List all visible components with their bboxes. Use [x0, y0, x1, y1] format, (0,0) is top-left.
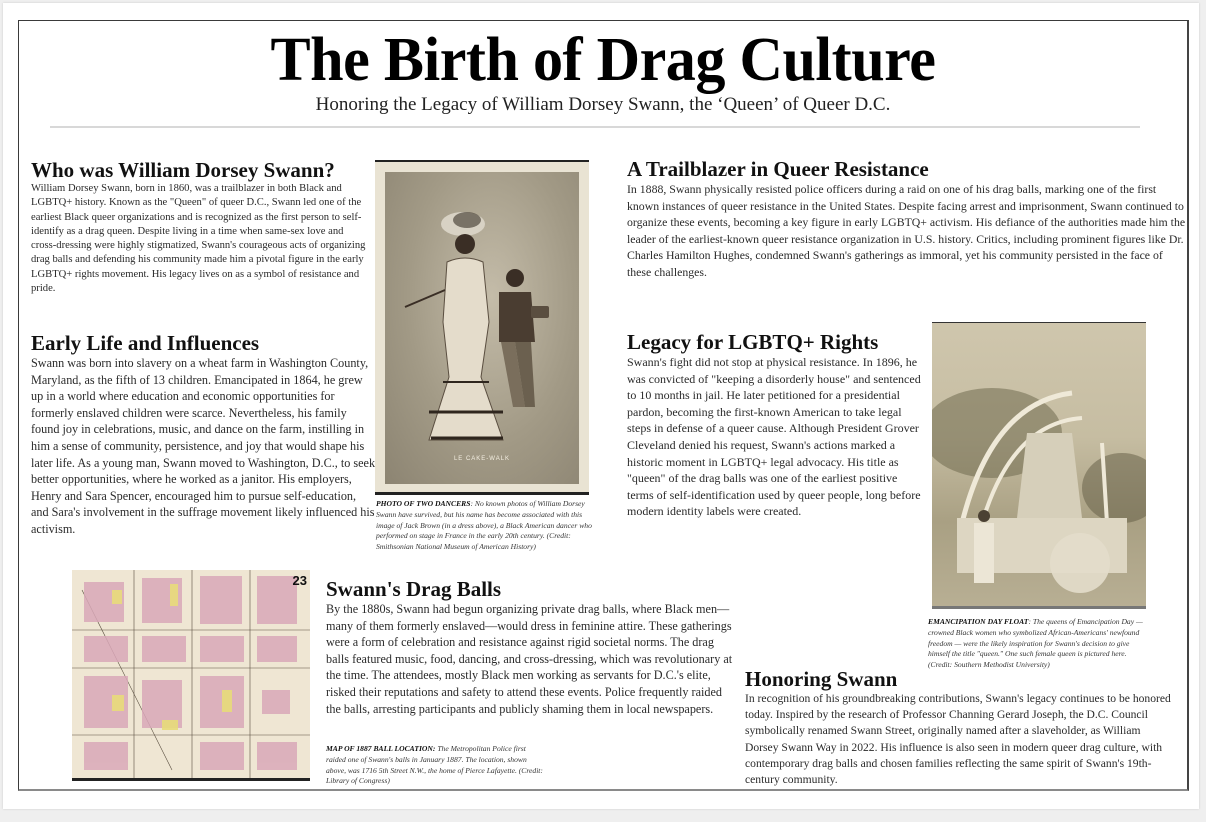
queen-figure: [974, 523, 994, 583]
title-divider: [50, 126, 1140, 128]
section-legacy: [627, 331, 927, 520]
section-early-life: [31, 332, 376, 538]
building-blocks: [84, 576, 297, 770]
section-heading: Who was William Dorsey Swann?: [31, 158, 335, 182]
map-sheet-number: 23: [292, 573, 307, 588]
woman-head: [455, 234, 475, 254]
section-body: In 1888, Swann physically resisted police officers during a raid on one of his drag balls, marking one of the first known instances of queer resistance in the United States. Despite facing arrest and imprisonment, Swann continued to organize these events, becoming a key figure in early LGBTQ+ activism. His defiance of the authorities made him the leader of the earliest-known queer resistance organization in U.S. history. Critics, including prominent figures like Dr. Charles Hamilton Hughes, condemned Swann's gatherings as immoral, yet his community persisted in the face of these challenges.: [627, 182, 1186, 279]
print-caption: LE CAKE-WALK: [453, 456, 511, 462]
caption-emancipation-float: [928, 617, 1150, 671]
map-1887-ball-location: [72, 570, 310, 781]
section-body: Swann was born into slavery on a wheat farm in Washington County, Maryland, as the fifth of 13 children. Emancipated in 1864, he grew up in a world where education and economic opportunities for formerly enslaved children were scarce. Nevertheless, his family found joy in celebrations, music, and dance on the farm, instilling in him a sense of community, persistence, and joy that would shape his later life. As a young man, Swann moved to Washington, D.C., to seek better opportunities, where he worked as a janitor. His employers, Henry and Sara Spencer, encouraged him to pursue self-education, and Sara's involvement in the suffrage movement likely influenced his activism.: [31, 356, 376, 536]
photo-dancers-print: [385, 172, 579, 484]
top-hat: [531, 306, 549, 318]
section-who-was-swann: [31, 159, 369, 296]
poster-title: The Birth of Drag Culture: [270, 26, 936, 94]
caption-label: PHOTO OF TWO DANCERS: [376, 499, 471, 508]
section-drag-balls: [326, 578, 736, 717]
photo-shadow: [932, 606, 1146, 609]
caption-text: : The queens of Emancipation Day — crowned Black women who symbolized African-Americans' newfound freedom — were the likely inspiration for Swann's decision to give himself the title "queen." One such female queen is pictured here. (Credit: Southern Methodist University): [928, 617, 1143, 670]
caption-label: MAP OF 1887 BALL LOCATION:: [326, 744, 436, 753]
poster-subtitle: Honoring the Legacy of William Dorsey Swann, the ‘Queen’ of Queer D.C.: [315, 94, 891, 115]
man-head: [506, 269, 524, 287]
caption-map: [326, 744, 546, 787]
section-trailblazer: [627, 158, 1187, 281]
section-heading: A Trailblazer in Queer Resistance: [627, 157, 929, 181]
photo-two-dancers: [375, 160, 589, 495]
caption-text: : No known photos of William Dorsey Swann have survived, but his name has become associated with this image of Jack Brown (in a dress above), a Black American dancer who performed on stage in France in the early 20th century. (Credit: Smithsonian National Museum of American History): [376, 499, 592, 552]
map-illustration: [72, 570, 310, 778]
section-heading: Swann's Drag Balls: [326, 577, 502, 601]
cane: [405, 290, 445, 307]
section-body: By the 1880s, Swann had begun organizing private drag balls, where Black men—many of them formerly enslaved—would dress in feminine attire. These gatherings were a form of celebration and resistance against rigid societal norms. The drag balls featured music, food, dancing, and cross-dressing, which was revolutionary at the time. The attendees, mostly Black men working as servants for D.C.'s elite, risked their reputations and safety to attend these events. Police frequently raided the balls, arresting participants and publicly shaming them in local newspapers.: [326, 602, 733, 716]
float-wheel: [1050, 533, 1110, 593]
caption-text: The Metropolitan Police first raided one of Swann's balls in January 1887. The location, shown above, was 1716 5th Street N.W., the home of Pierce Lafayette. (Credit: Library of Congress): [326, 744, 543, 786]
section-heading: Honoring Swann: [745, 667, 898, 691]
section-body: In recognition of his groundbreaking contributions, Swann's legacy continues to be honored today. Inspired by the research of Professor Channing Gerard Joseph, the D.C. Council symbolically renamed Swann Street, originally named after a slaveholder, as William Dorsey Swann Way in 2022. His influence is also seen in modern queer drag culture, with contemporary drag balls and chosen families reflecting the same spirit of Swann's 19th-century community.: [745, 692, 1171, 787]
float-illustration: [932, 323, 1146, 607]
section-heading: Early Life and Influences: [31, 331, 260, 355]
caption-two-dancers: [376, 499, 598, 553]
man-jacket: [499, 292, 535, 342]
section-heading: Legacy for LGBTQ+ Rights: [627, 330, 879, 354]
photo-emancipation-float: [932, 322, 1146, 609]
caption-label: EMANCIPATION DAY FLOAT: [928, 617, 1029, 626]
dancers-illustration: [385, 172, 579, 482]
section-body: William Dorsey Swann, born in 1860, was a trailblazer in both Black and LGBTQ+ history. Known as the "Queen" of queer D.C., Swann led one of the earliest Black queer organizations and is recognized as the first person to self-identify as a drag queen. Despite living in a time when same-sex love and cross-dressing were highly stigmatized, Swann's courageous acts of organizing drag balls and defending his community made him a pivotal figure in the early LGBTQ+ rights movement. His legacy lives on as a symbol of resistance and pride.: [31, 183, 366, 295]
section-body: Swann's fight did not stop at physical resistance. In 1896, he was convicted of "keeping a disorderly house" and sentenced to 10 months in jail. He later petitioned for a presidential pardon, becoming the first-known American to take legal steps in defense of a queer cause. Although President Grover Cleveland denied his request, Swann's actions marked a historic moment in LGBTQ+ legal advocacy. His title as "queen" of the drag balls was one of the earliest positive terms of self-identification used by queer people, long before modern identity labels were created.: [627, 355, 921, 519]
section-honoring-swann: [745, 668, 1175, 788]
